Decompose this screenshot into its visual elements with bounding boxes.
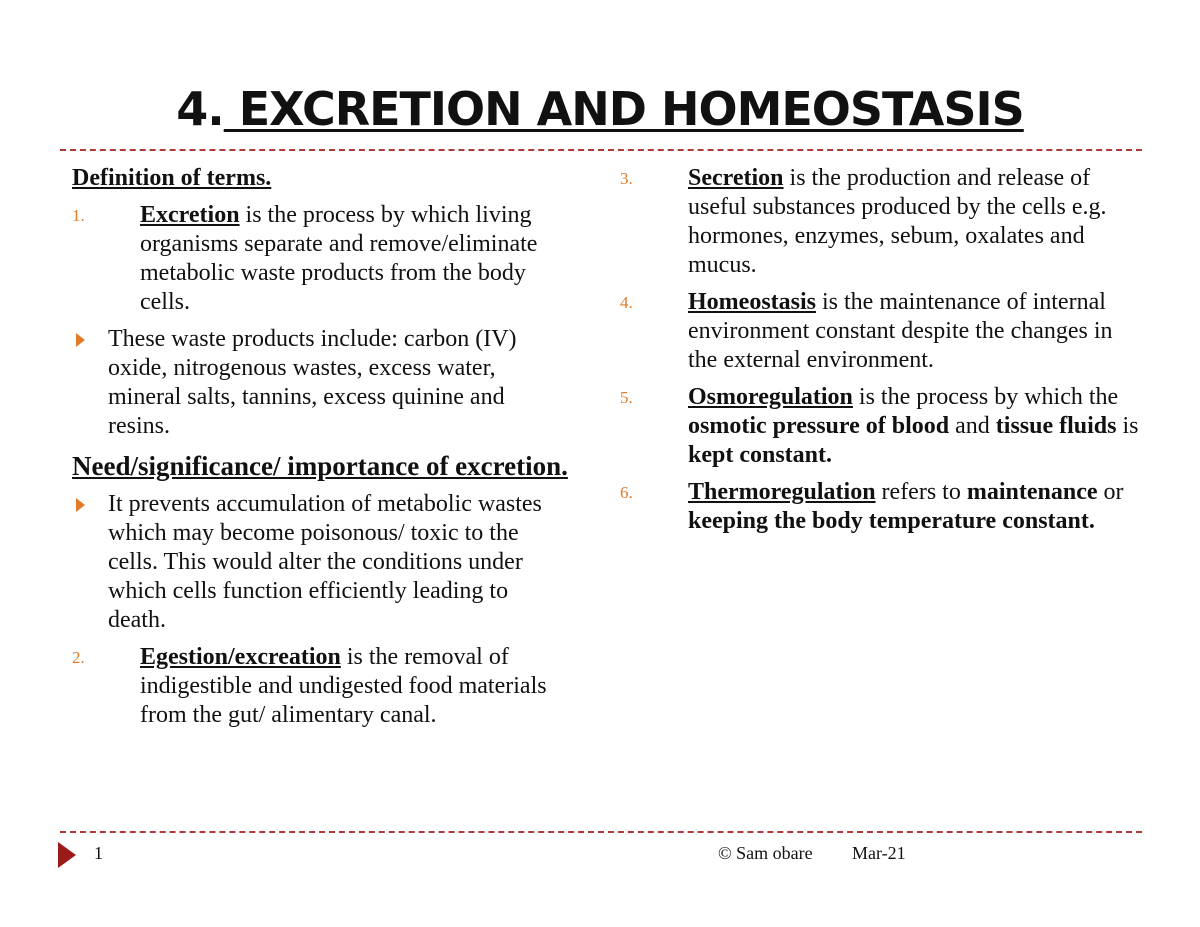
top-divider [60, 149, 1142, 151]
definition-text: is the production and release of useful substances produced by the cells e.g. hormones, enzymes, sebum, oxalates and mucus. [688, 165, 1107, 278]
item-number: 6. [620, 483, 633, 502]
item-number: 5. [620, 388, 633, 407]
definition-text: is the maintenance of internal environment constant despite the changes in the external environment. [688, 289, 1113, 373]
term-thermoregulation: Thermoregulation [688, 479, 876, 505]
emphasis-text: tissue fluids [995, 413, 1117, 439]
definition-text: is the process by which living organisms separate and remove/eliminate metabolic waste products from the body cells. [140, 202, 538, 315]
term-secretion: Secretion [688, 165, 784, 191]
title-text: EXCRETION AND HOMEOSTASIS [223, 82, 1024, 136]
list-item-thermoregulation [620, 478, 1140, 536]
right-column [620, 164, 1140, 536]
footer-date: Mar-21 [852, 843, 906, 863]
bullet-text: These waste products include: carbon (IV) oxide, nitrogenous wastes, excess water, mineral salts, tannins, excess quinine and resins. [108, 326, 517, 439]
list-item-secretion [620, 164, 1140, 280]
bullet-waste-products [72, 325, 572, 441]
page-number: 1 [94, 843, 103, 863]
list-item-homeostasis [620, 288, 1140, 375]
need-heading: Need/significance/ importance of excretion. [72, 451, 568, 481]
definition-text: or [1097, 479, 1124, 505]
emphasis-text: kept constant. [688, 442, 833, 468]
bullet-accumulation [72, 490, 572, 635]
definition-text: and [949, 413, 996, 439]
bottom-divider [60, 831, 1142, 833]
footer-author: © Sam obare [718, 843, 813, 863]
definition-text: is the process by which the [852, 384, 1119, 410]
definition-text: is [1116, 413, 1139, 439]
footer-marker-icon [58, 842, 76, 868]
definition-heading: Definition of terms. [72, 165, 272, 191]
bullet-text: It prevents accumulation of metabolic wastes which may become poisonous/ toxic to the cells. This would alter the conditions under which cells function efficiently leading to death. [108, 491, 542, 633]
item-number: 2. [72, 648, 85, 667]
emphasis-text: maintenance [966, 479, 1098, 505]
item-number: 1. [72, 206, 85, 225]
left-column [72, 164, 572, 730]
page-title [0, 82, 1200, 136]
term-homeostasis: Homeostasis [688, 289, 816, 315]
emphasis-text: osmotic pressure of blood [688, 413, 950, 439]
term-osmoregulation: Osmoregulation [688, 384, 853, 410]
title-number: 4. [176, 82, 224, 136]
bullet-arrow-icon [76, 333, 85, 347]
bullet-arrow-icon [76, 498, 85, 512]
term-excretion: Excretion [140, 202, 240, 228]
list-item-excretion [72, 201, 572, 317]
definition-text: is the removal of indigestible and undigested food materials from the gut/ alimentary canal. [140, 644, 547, 728]
emphasis-text: keeping the body temperature constant. [688, 508, 1095, 534]
list-item-osmoregulation [620, 383, 1140, 470]
item-number: 3. [620, 169, 633, 188]
definition-text: refers to [875, 479, 967, 505]
term-egestion: Egestion/excreation [140, 644, 341, 670]
list-item-egestion [72, 643, 572, 730]
item-number: 4. [620, 293, 633, 312]
